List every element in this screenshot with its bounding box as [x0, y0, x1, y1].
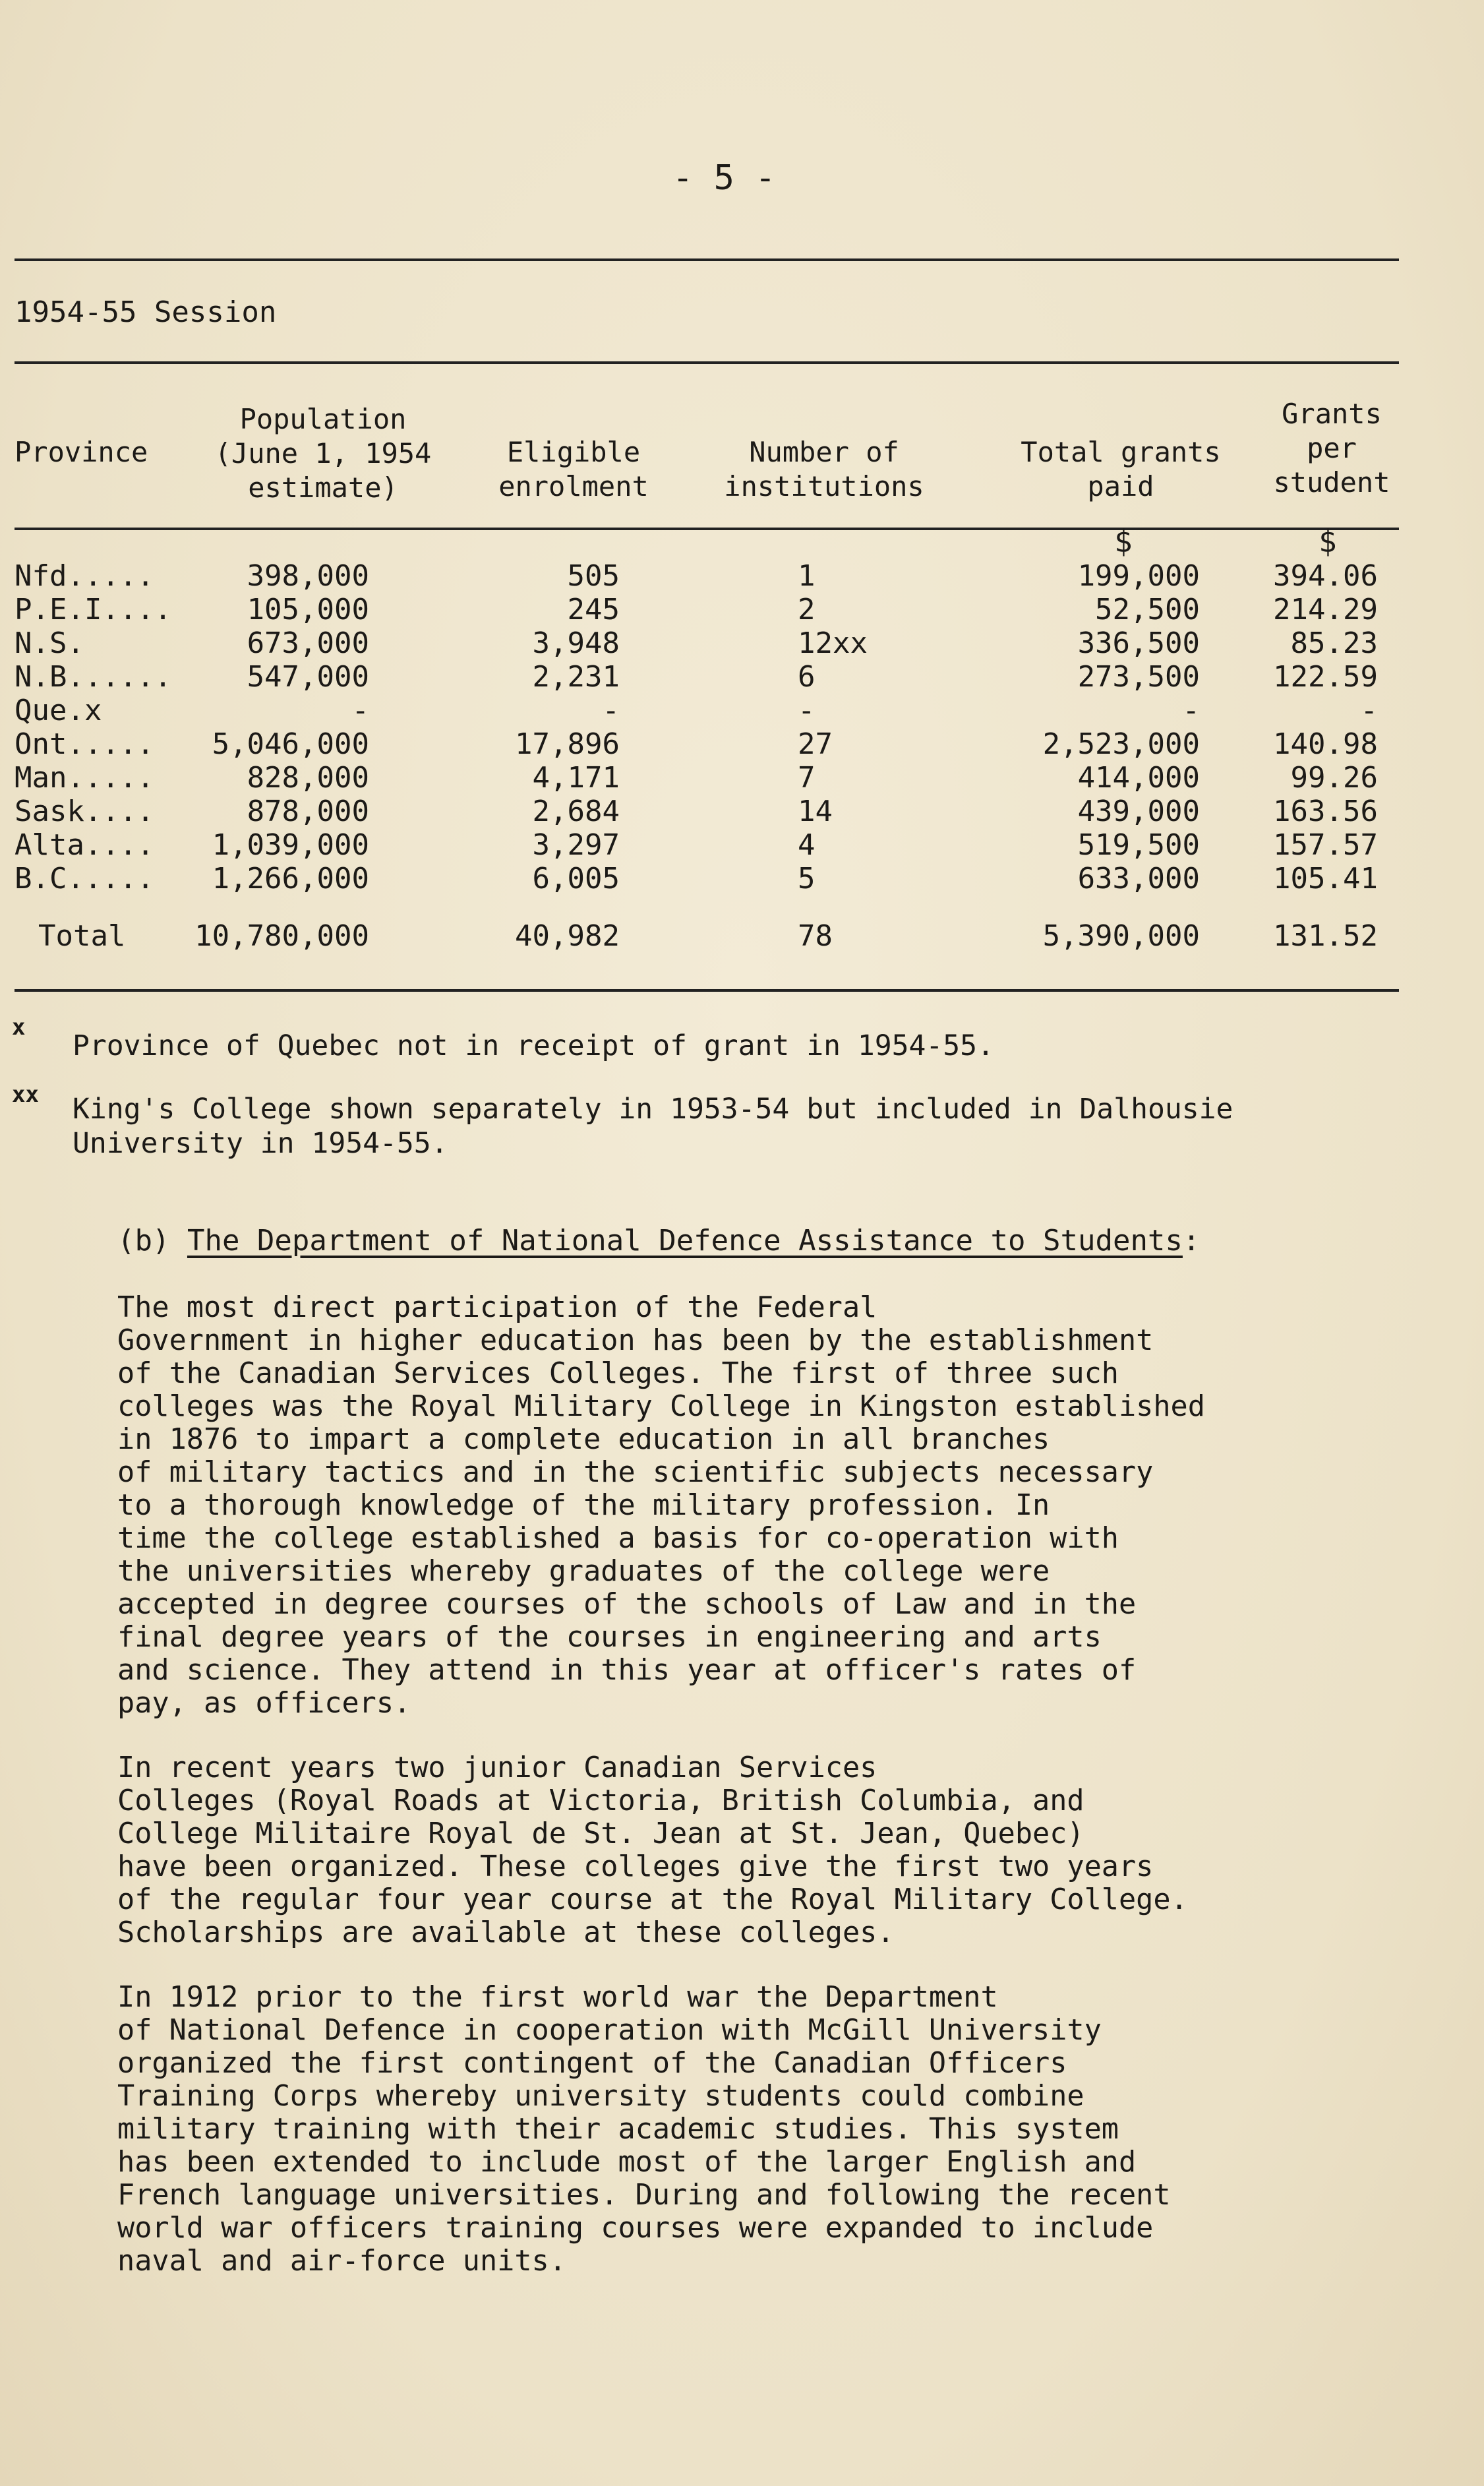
cell-province: N.S.	[15, 626, 84, 660]
cell-per: 214.29	[1273, 593, 1378, 626]
header-total-grants: Total grants paid	[1021, 436, 1221, 502]
cell-institutions: -	[798, 694, 816, 727]
session-label: 1954-55 Session	[15, 295, 277, 329]
cell-per: 85.23	[1290, 626, 1378, 660]
cell-population: 1,039,000	[212, 828, 369, 862]
cell-eligible: 505	[567, 559, 620, 593]
section-prefix: (b)	[117, 1224, 187, 1258]
footnote-2: King's College shown separately in 1953-54 but included in Dalhousie University in 1954-55.	[73, 1093, 1233, 1160]
cell-total: -	[1182, 694, 1200, 727]
section-suffix: :	[1182, 1224, 1201, 1258]
cell-population: 673,000	[247, 626, 369, 660]
cell-province: Sask....	[15, 795, 154, 828]
cell-per: 157.57	[1273, 828, 1378, 862]
cell-province: N.B......	[15, 660, 172, 694]
cell-population: 547,000	[247, 660, 369, 694]
cell-eligible: 3,297	[532, 828, 620, 862]
cell-total: 414,000	[1077, 761, 1200, 795]
cell-institutions: 7	[798, 761, 816, 795]
cell-population: 1,266,000	[212, 862, 369, 895]
total-institutions: 78	[798, 919, 833, 953]
cell-eligible: 4,171	[532, 761, 620, 795]
cell-institutions: 6	[798, 660, 816, 694]
cell-institutions: 1	[798, 559, 816, 593]
header-rule	[15, 528, 1399, 530]
cell-per: 99.26	[1290, 761, 1378, 795]
cell-total: 336,500	[1077, 626, 1200, 660]
cell-population: 878,000	[247, 795, 369, 828]
cell-total: 199,000	[1077, 559, 1200, 593]
cell-eligible: 2,684	[532, 795, 620, 828]
page-number: - 5 -	[672, 158, 776, 198]
cell-total: 439,000	[1077, 795, 1200, 828]
cell-population: -	[351, 694, 369, 727]
cell-population: 828,000	[247, 761, 369, 795]
cell-per: 140.98	[1273, 727, 1378, 761]
bottom-rule	[15, 989, 1399, 992]
header-institutions: Number of institutions	[724, 436, 924, 502]
cell-province: B.C.....	[15, 862, 154, 895]
cell-institutions: 2	[798, 593, 816, 626]
cell-province: Ont.....	[15, 727, 154, 761]
total-per: 131.52	[1273, 919, 1378, 953]
footnote-mark-1: x	[12, 1014, 26, 1041]
cell-institutions: 4	[798, 828, 816, 862]
header-population: Population (June 1, 1954 estimate)	[214, 403, 432, 504]
cell-population: 105,000	[247, 593, 369, 626]
session-rule	[15, 361, 1399, 364]
currency-per: $	[1319, 524, 1337, 559]
cell-total: 519,500	[1077, 828, 1200, 862]
header-grants-per-student: Grants per student	[1273, 398, 1390, 499]
cell-eligible: 3,948	[532, 626, 620, 660]
cell-total: 273,500	[1077, 660, 1200, 694]
section-title: The Department of National Defence Assistance to Students	[187, 1224, 1183, 1258]
total-population: 10,780,000	[194, 919, 369, 953]
cell-total: 52,500	[1095, 593, 1200, 626]
cell-per: 105.41	[1273, 862, 1378, 895]
header-eligible: Eligible enrolment	[498, 436, 649, 502]
cell-institutions: 5	[798, 862, 816, 895]
cell-per: 122.59	[1273, 660, 1378, 694]
cell-eligible: -	[602, 694, 620, 727]
footnote-1: Province of Quebec not in receipt of grant in 1954-55.	[73, 1029, 994, 1062]
cell-institutions: 14	[798, 795, 833, 828]
cell-institutions: 12xx	[798, 626, 868, 660]
cell-population: 398,000	[247, 559, 369, 593]
section-heading	[117, 1224, 1200, 1258]
total-province: Total	[38, 919, 126, 953]
top-rule	[15, 258, 1399, 261]
paragraph-3: In 1912 prior to the first world war the Department of National Defence in cooperation with McGill University organized the first contingent of the Canadian Officers Training Corps whereby university students could combine military training with their academic studies. This system has been extended to include most of the larger English and French language universities. During and following the recent world war officers training courses were expanded to include naval and air-force units.	[117, 1981, 1171, 2278]
cell-population: 5,046,000	[212, 727, 369, 761]
cell-total: 2,523,000	[1042, 727, 1200, 761]
cell-province: Nfd.....	[15, 559, 154, 593]
cell-institutions: 27	[798, 727, 833, 761]
cell-per: 394.06	[1273, 559, 1378, 593]
total-eligible: 40,982	[515, 919, 620, 953]
cell-eligible: 17,896	[515, 727, 620, 761]
total-total: 5,390,000	[1042, 919, 1200, 953]
currency-total: $	[1114, 524, 1133, 559]
header-province: Province	[15, 436, 148, 468]
cell-province: Man.....	[15, 761, 154, 795]
cell-eligible: 6,005	[532, 862, 620, 895]
cell-per: -	[1360, 694, 1378, 727]
paragraph-2: In recent years two junior Canadian Services Colleges (Royal Roads at Victoria, British Columbia, and College Militaire Royal de St. Jean at St. Jean, Quebec) have been organized. These colleges give the first two years of the regular four year course at the Royal Military College. Scholarships are available at these colleges.	[117, 1751, 1188, 1949]
cell-per: 163.56	[1273, 795, 1378, 828]
footnote-mark-2: xx	[12, 1081, 39, 1108]
cell-eligible: 245	[567, 593, 620, 626]
paragraph-1: The most direct participation of the Federal Government in higher education has been by the establishment of the Canadian Services Colleges. The first of three such colleges was the Royal Military College in Kingston established in 1876 to impart a complete education in all branches of military tactics and in the scientific subjects necessary to a thorough knowledge of the military profession. In time the college established a basis for co-operation with the universities whereby graduates of the college were accepted in degree courses of the schools of Law and in the final degree years of the courses in engineering and arts and science. They attend in this year at officer's rates of pay, as officers.	[117, 1291, 1205, 1720]
cell-province: Que.x	[15, 694, 102, 727]
cell-eligible: 2,231	[532, 660, 620, 694]
cell-total: 633,000	[1077, 862, 1200, 895]
cell-province: Alta....	[15, 828, 154, 862]
cell-province: P.E.I....	[15, 593, 172, 626]
